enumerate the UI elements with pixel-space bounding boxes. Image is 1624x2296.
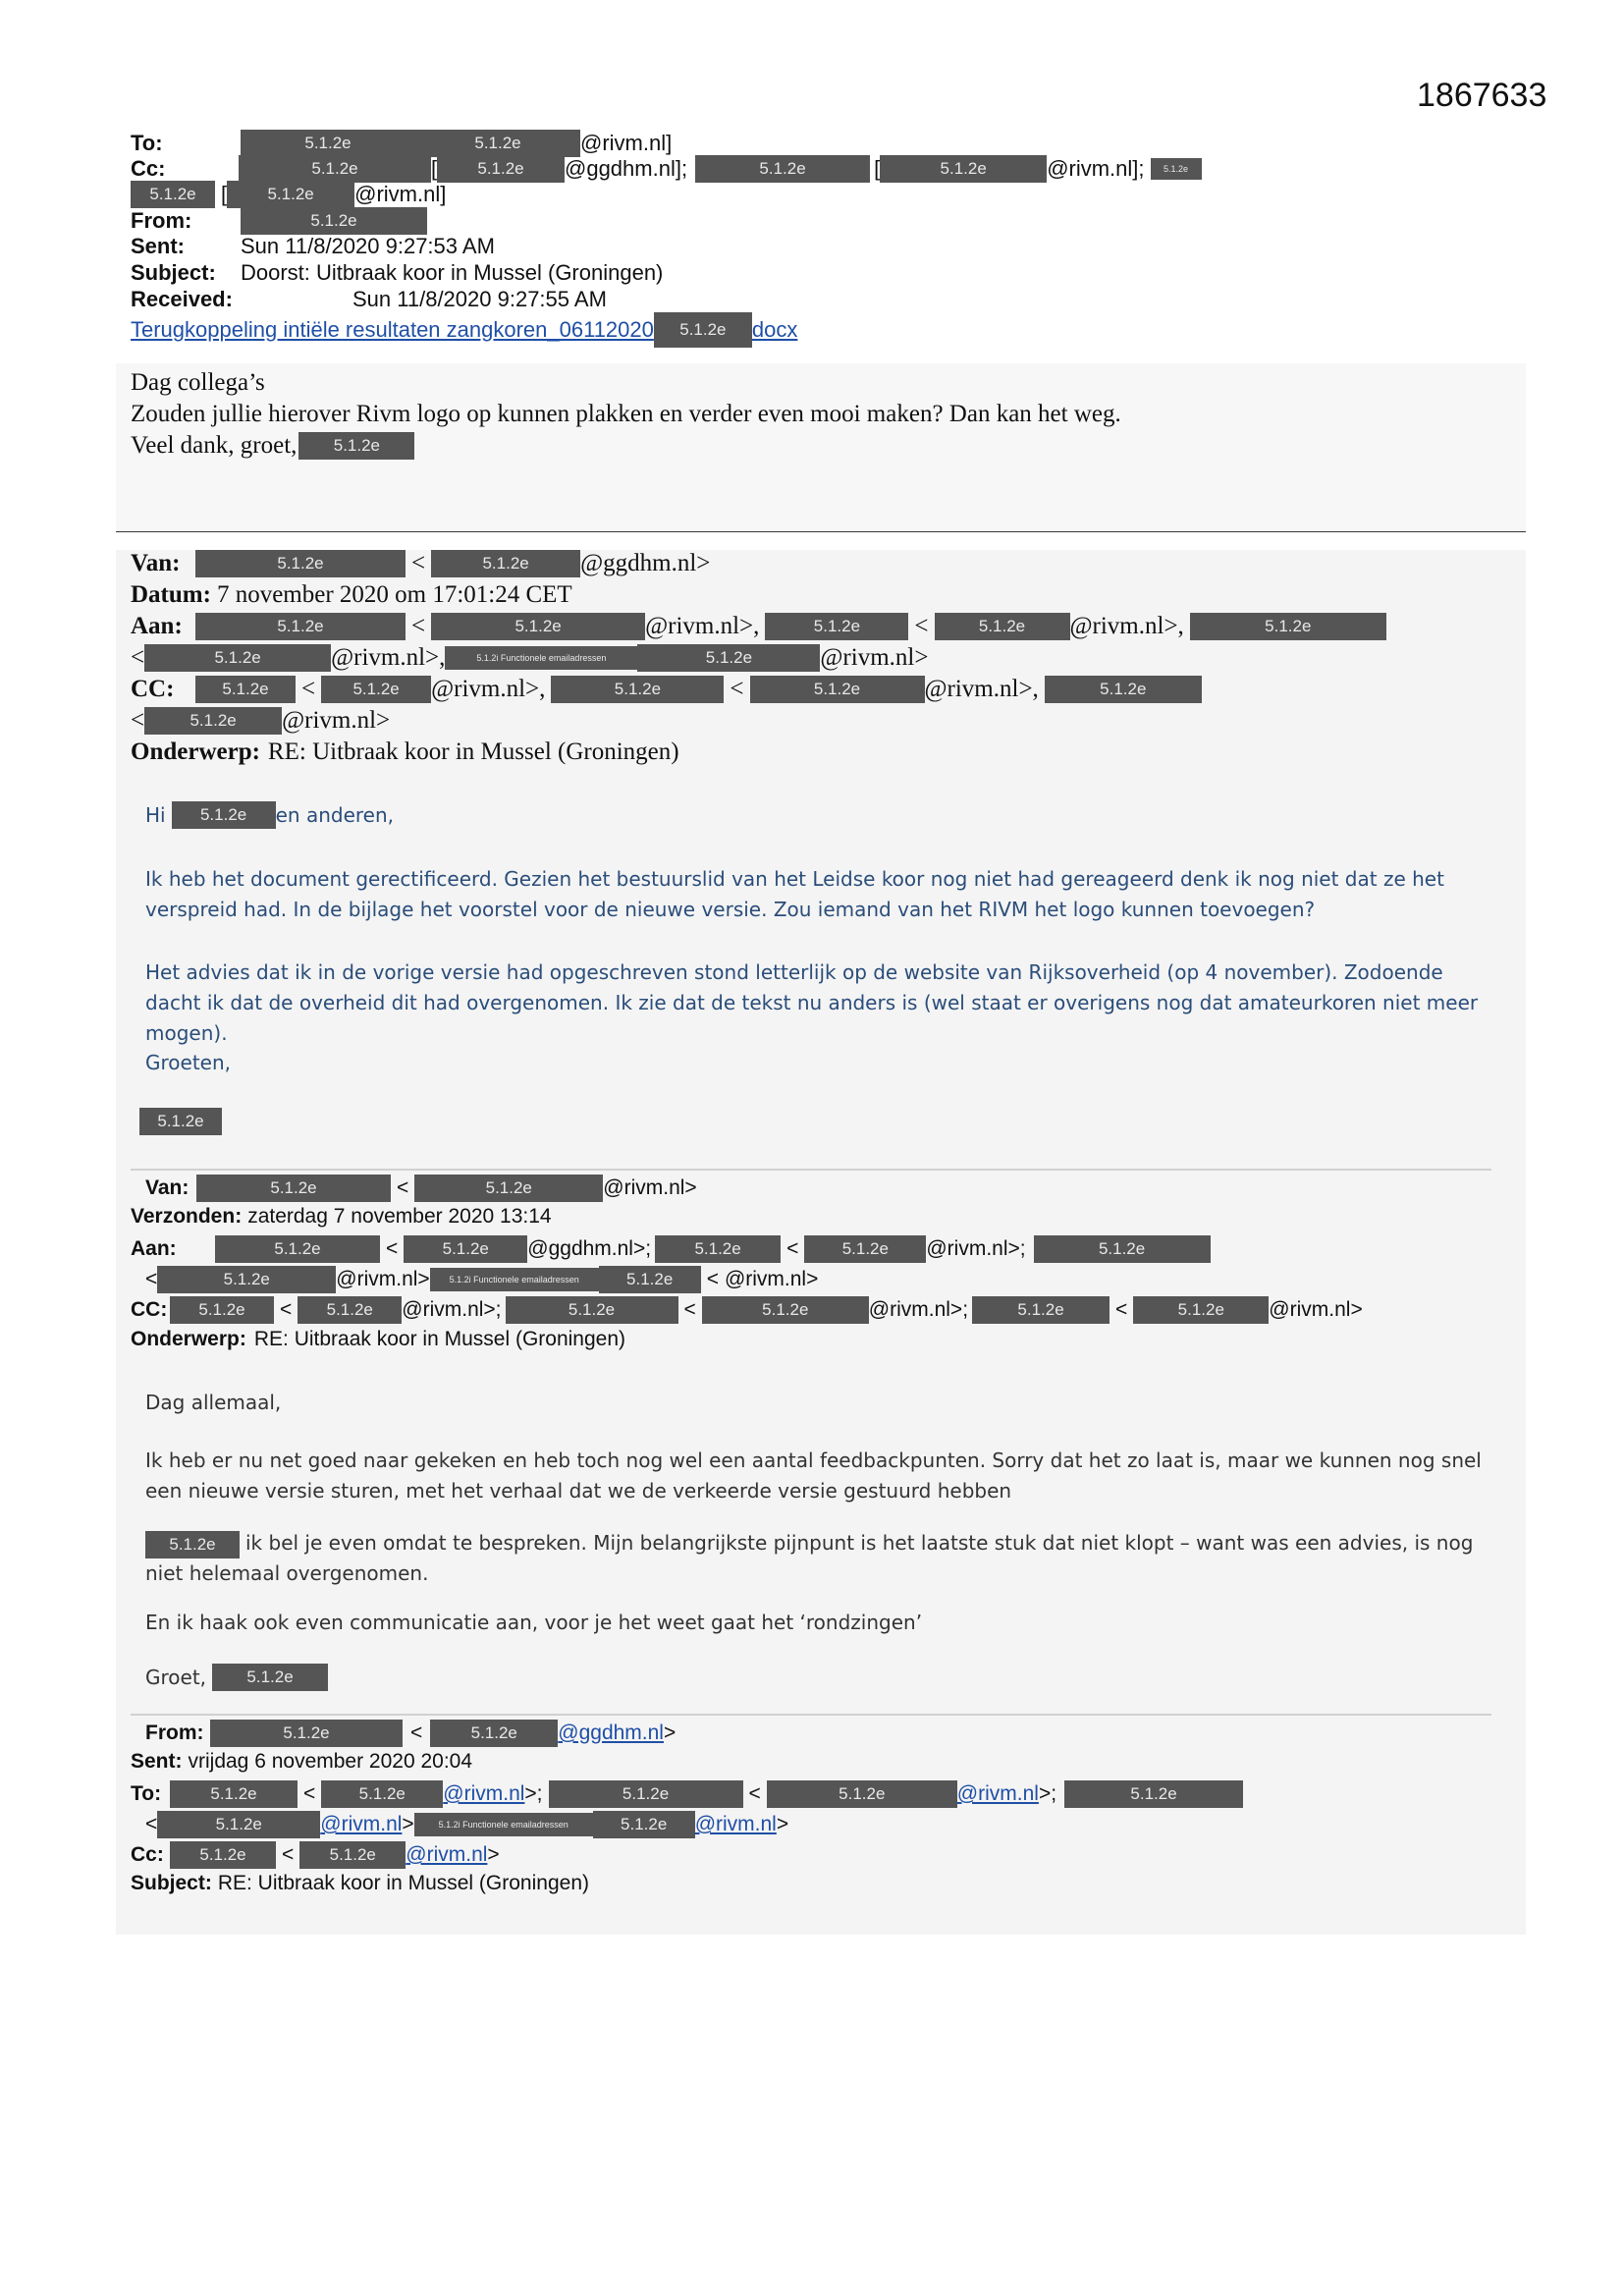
redaction-box: 5.1.2e — [765, 613, 908, 640]
second-greeting — [145, 801, 394, 829]
redaction-box: 5.1.2e — [170, 1296, 274, 1324]
redaction-box: 5.1.2e — [1190, 613, 1386, 640]
redaction-box: 5.1.2e — [404, 1235, 527, 1263]
redaction-box: 5.1.2e — [145, 1531, 240, 1558]
redaction-box: 5.1.2e — [215, 1235, 380, 1263]
attachment-extension-link[interactable]: docx — [751, 317, 798, 342]
cc-row: Cc: 5.1.2e [ 5.1.2e @ggdhm.nl]; 5.1.2e [ 5.1.2e @rivm.nl]; 5.1.2e — [131, 155, 1202, 183]
first-body-line2: Zouden jullie hierover Rivm logo op kunnen plakken en verder even mooi maken? Dan kan het weg. — [131, 401, 1121, 427]
cc-label: Cc: — [131, 156, 166, 181]
redaction-box: 5.1.2e — [170, 1841, 276, 1869]
redaction-box: 5.1.2e — [935, 613, 1070, 640]
subject-label: Subject: — [131, 260, 216, 285]
received-value: Sun 11/8/2020 9:27:55 AM — [352, 287, 607, 311]
subject-label: Subject: — [131, 1872, 212, 1894]
first-body-line3 — [131, 432, 414, 460]
sent-value: vrijdag 6 november 2020 20:04 — [188, 1750, 473, 1773]
from-label: From: — [131, 208, 192, 233]
aan-domain: @rivm.nl>; — [926, 1237, 1026, 1260]
third-paragraph-1: Ik heb er nu net goed naar gekeken en heb toch nog wel een aantal feedbackpunten. Sorry dat het zo laat is, maar we kunnen nog snel een nieuwe versie sturen, met het verhaal dat we de verkeerde versie gestuurd hebben — [145, 1449, 1482, 1503]
second-datum-row — [131, 581, 572, 609]
redaction-box: 5.1.2e — [299, 1841, 406, 1869]
cc-row-continued: 5.1.2e [ 5.1.2e @rivm.nl] — [131, 181, 446, 208]
fourth-to-row: To: 5.1.2e < 5.1.2e @rivm.nl >; 5.1.2e < 5.1.2e @rivm.nl >; 5.1.2e — [131, 1780, 1243, 1808]
second-aan-row-continued: < 5.1.2e @rivm.nl>, 5.1.2i Functionele emailadressen 5.1.2e @rivm.nl> — [131, 644, 929, 671]
redaction-box: 5.1.2e — [1151, 158, 1202, 180]
aan-domain: @rivm.nl>, — [645, 613, 760, 639]
second-signature — [139, 1108, 222, 1135]
redaction-box: 5.1.2e — [430, 1720, 558, 1747]
greeting-suffix: en anderen, — [275, 803, 394, 827]
onderwerp-value: RE: Uitbraak koor in Mussel (Groningen) — [267, 738, 679, 765]
redaction-box: 5.1.2e — [227, 181, 354, 208]
redaction-box: 5.1.2e — [241, 207, 427, 235]
attachment-link[interactable]: Terugkoppeling intiële resultaten zangkoren_06112020 — [131, 317, 654, 342]
fourth-sent-row — [131, 1750, 472, 1774]
aan-domain: @rivm.nl>, — [1069, 613, 1184, 639]
sent-value: Sun 11/8/2020 9:27:53 AM — [241, 234, 495, 258]
third-paragraph-2-text: ik bel je even omdat te bespreken. Mijn belangrijkste pijnpunt is het laatste stuk dat niet klopt – want was een advies, is nog niet helemaal overgenomen. — [145, 1531, 1474, 1585]
cc-email-link[interactable]: @rivm.nl — [406, 1843, 488, 1866]
verzonden-value: zaterdag 7 november 2020 13:14 — [247, 1205, 552, 1228]
redaction-box: 5.1.2e — [210, 1720, 403, 1747]
third-verzonden-row — [131, 1205, 552, 1229]
redaction-box: 5.1.2e — [131, 181, 215, 208]
redaction-box: 5.1.2e — [195, 676, 296, 703]
redaction-box: 5.1.2e — [654, 312, 752, 348]
redaction-box: 5.1.2e — [157, 1266, 336, 1293]
fourth-cc-row: Cc: 5.1.2e < 5.1.2e @rivm.nl > — [131, 1841, 500, 1869]
redaction-box: 5.1.2e — [321, 676, 431, 703]
cc-domain: @ggdhm.nl]; — [565, 156, 688, 181]
redaction-box: 5.1.2e — [431, 613, 645, 640]
to-domain: @rivm.nl] — [580, 131, 673, 155]
aan-domain: @rivm.nl> — [724, 1268, 819, 1290]
redaction-box: 5.1.2e — [804, 1235, 926, 1263]
redaction-box-functional: 5.1.2i Functionele emailadressen — [445, 646, 637, 670]
datum-value: 7 november 2020 om 17:01:24 CET — [216, 581, 572, 608]
redaction-box: 5.1.2e — [637, 644, 820, 672]
onderwerp-value: RE: Uitbraak koor in Mussel (Groningen) — [253, 1328, 626, 1350]
van-label: Van: — [131, 550, 181, 576]
cc-domain: @rivm.nl>, — [924, 676, 1039, 702]
redaction-box: 5.1.2e — [195, 613, 406, 640]
sent-row — [131, 234, 495, 259]
to-label: To: — [131, 1782, 162, 1805]
redaction-box: 5.1.2e — [1034, 1235, 1211, 1263]
subject-row — [131, 260, 663, 286]
received-row — [131, 287, 607, 312]
cc-close: > — [487, 1843, 500, 1866]
to-close: >; — [1038, 1782, 1057, 1805]
from-close: > — [663, 1722, 677, 1744]
onderwerp-label: Onderwerp: — [131, 1328, 246, 1350]
cc-label: Cc: — [131, 1843, 164, 1866]
redaction-box: 5.1.2e — [144, 644, 331, 672]
first-body-signoff: Veel dank, groet, — [131, 432, 298, 459]
verzonden-label: Verzonden: — [131, 1205, 243, 1228]
redaction-box: 5.1.2e — [196, 1175, 391, 1202]
onderwerp-label: Onderwerp: — [131, 738, 260, 765]
cc-domain: @rivm.nl] — [354, 182, 447, 206]
cc-domain: @rivm.nl]; — [1047, 156, 1145, 181]
fourth-from-row: From: 5.1.2e < 5.1.2e @ggdhm.nl > — [145, 1720, 676, 1747]
datum-label: Datum: — [131, 581, 211, 608]
redaction-box: 5.1.2e — [195, 550, 406, 577]
to-close: >; — [524, 1782, 543, 1805]
redaction-box: 5.1.2e — [321, 1780, 443, 1808]
cc-domain: @rivm.nl>, — [431, 676, 546, 702]
from-label: From: — [145, 1722, 204, 1744]
second-onderwerp-row — [131, 738, 679, 766]
third-paragraph-3: En ik haak ook even communicatie aan, voor je het weet gaat het ‘rondzingen’ — [145, 1611, 923, 1634]
redaction-box: 5.1.2e — [239, 155, 431, 183]
redaction-box: 5.1.2e — [157, 1811, 320, 1838]
redaction-box: 5.1.2e — [551, 676, 724, 703]
redaction-box: 5.1.2e — [241, 130, 415, 157]
redaction-box-functional: 5.1.2i Functionele emailadressen — [430, 1268, 599, 1291]
separator-line — [131, 1714, 1491, 1716]
van-label: Van: — [145, 1176, 189, 1199]
redaction-box: 5.1.2e — [549, 1780, 743, 1808]
closing-text: Groet, — [145, 1666, 207, 1689]
van-domain: @ggdhm.nl> — [580, 550, 711, 576]
aan-domain: @rivm.nl> — [336, 1268, 430, 1290]
second-cc-row-continued: < 5.1.2e @rivm.nl> — [131, 707, 391, 734]
second-paragraph-2: Het advies dat ik in de vorige versie had opgeschreven stond letterlijk op de website van Rijksoverheid (op 4 november). Zodoende dacht ik dat de overheid dit had overgenomen. Ik zie dat de tekst nu anders is (wel staat er overigens nog dat amateurkoren niet meer mogen). — [145, 960, 1479, 1045]
third-cc-row: CC: 5.1.2e < 5.1.2e @rivm.nl>; 5.1.2e < 5.1.2e @rivm.nl>; 5.1.2e < 5.1.2e @rivm.nl> — [131, 1296, 1363, 1324]
redaction-box: 5.1.2e — [655, 1235, 781, 1263]
cc-domain: @rivm.nl> — [282, 707, 391, 734]
redaction-box: 5.1.2e — [415, 130, 580, 157]
redaction-box: 5.1.2e — [972, 1296, 1110, 1324]
document-number: 1867633 — [1417, 77, 1547, 114]
fourth-subject-row — [131, 1872, 589, 1895]
aan-domain: @rivm.nl>, — [331, 644, 446, 671]
separator-line — [131, 1169, 1491, 1171]
first-body-line1: Dag collega’s — [131, 369, 265, 396]
separator-line — [116, 531, 1526, 532]
redaction-box: 5.1.2e — [593, 1811, 695, 1838]
attachment-row[interactable] — [131, 312, 797, 348]
redaction-box: 5.1.2e — [298, 1296, 402, 1324]
second-cc-row: CC: 5.1.2e < 5.1.2e @rivm.nl>, 5.1.2e < 5.1.2e @rivm.nl>, 5.1.2e — [131, 676, 1202, 703]
to-email-link[interactable]: @rivm.nl — [443, 1782, 525, 1805]
redaction-box: 5.1.2e — [437, 155, 565, 183]
cc-domain: @rivm.nl>; — [402, 1298, 502, 1321]
redaction-box: 5.1.2e — [880, 155, 1047, 183]
third-closing — [145, 1664, 328, 1691]
to-email-link[interactable]: @rivm.nl — [956, 1782, 1039, 1805]
subject-value: RE: Uitbraak koor in Mussel (Groningen) — [217, 1872, 589, 1894]
greeting-prefix: Hi — [145, 803, 166, 827]
sent-label: Sent: — [131, 1750, 183, 1773]
redaction-box: 5.1.2e — [170, 1780, 298, 1808]
aan-label: Aan: — [131, 1237, 177, 1260]
redaction-box: 5.1.2e — [1045, 676, 1202, 703]
redaction-box: 5.1.2e — [702, 1296, 869, 1324]
redaction-box: 5.1.2e — [695, 155, 870, 183]
sent-label: Sent: — [131, 234, 185, 258]
redaction-box: 5.1.2e — [1133, 1296, 1269, 1324]
redaction-box: 5.1.2e — [599, 1266, 701, 1293]
redaction-box: 5.1.2e — [212, 1664, 328, 1691]
redaction-box: 5.1.2e — [414, 1175, 603, 1202]
third-paragraph-2 — [145, 1528, 1500, 1589]
aan-label: Aan: — [131, 613, 183, 639]
third-van-row: Van: 5.1.2e < 5.1.2e @rivm.nl> — [145, 1175, 697, 1202]
from-email-link[interactable]: @ggdhm.nl — [558, 1722, 664, 1744]
second-closing: Groeten, — [145, 1051, 232, 1074]
to-email-link[interactable]: @rivm.nl — [320, 1813, 403, 1835]
van-domain: @rivm.nl> — [603, 1176, 697, 1199]
redaction-box: 5.1.2e — [1064, 1780, 1243, 1808]
to-row — [131, 130, 672, 157]
redaction-box: 5.1.2e — [750, 676, 925, 703]
redaction-box: 5.1.2e — [431, 550, 580, 577]
redaction-box: 5.1.2e — [172, 801, 276, 829]
redaction-box: 5.1.2e — [298, 432, 414, 460]
redaction-box: 5.1.2e — [139, 1108, 222, 1135]
second-aan-row: Aan: 5.1.2e < 5.1.2e @rivm.nl>, 5.1.2e < 5.1.2e @rivm.nl>, 5.1.2e — [131, 613, 1386, 640]
from-row — [131, 207, 427, 235]
cc-label: CC: — [131, 1298, 168, 1321]
cc-label: CC: — [131, 676, 175, 702]
fourth-to-row-continued: < 5.1.2e @rivm.nl > 5.1.2i Functionele emailadressen 5.1.2e @rivm.nl > — [145, 1811, 788, 1838]
cc-domain: @rivm.nl>; — [868, 1298, 969, 1321]
third-aan-row: Aan: 5.1.2e < 5.1.2e @ggdhm.nl>; 5.1.2e < 5.1.2e @rivm.nl>; 5.1.2e — [131, 1235, 1211, 1263]
second-paragraph-1: Ik heb het document gerectificeerd. Gezien het bestuurslid van het Leidse koor nog niet had gereageerd denk ik nog niet dat ze het verspreid had. In de bijlage het voorstel voor de nieuwe versie. Zou iemand van het RIVM het logo kunnen toevoegen? — [145, 867, 1444, 921]
subject-value: Doorst: Uitbraak koor in Mussel (Groningen) — [241, 260, 664, 285]
redaction-box: 5.1.2e — [506, 1296, 678, 1324]
third-aan-row-continued: < 5.1.2e @rivm.nl> 5.1.2i Functionele emailadressen 5.1.2e < @rivm.nl> — [145, 1266, 818, 1293]
to-label: To: — [131, 131, 163, 155]
aan-domain: @ggdhm.nl>; — [527, 1237, 652, 1260]
second-van-row: Van: 5.1.2e < 5.1.2e @ggdhm.nl> — [131, 550, 711, 576]
redaction-box-functional: 5.1.2i Functionele emailadressen — [414, 1813, 593, 1836]
third-greeting: Dag allemaal, — [145, 1391, 282, 1414]
to-email-link[interactable]: @rivm.nl — [694, 1813, 777, 1835]
aan-domain: @rivm.nl> — [820, 644, 929, 671]
redaction-box: 5.1.2e — [144, 707, 282, 735]
received-label: Received: — [131, 287, 233, 311]
third-onderwerp-row — [131, 1328, 625, 1351]
cc-domain: @rivm.nl> — [1269, 1298, 1363, 1321]
redaction-box: 5.1.2e — [767, 1780, 957, 1808]
